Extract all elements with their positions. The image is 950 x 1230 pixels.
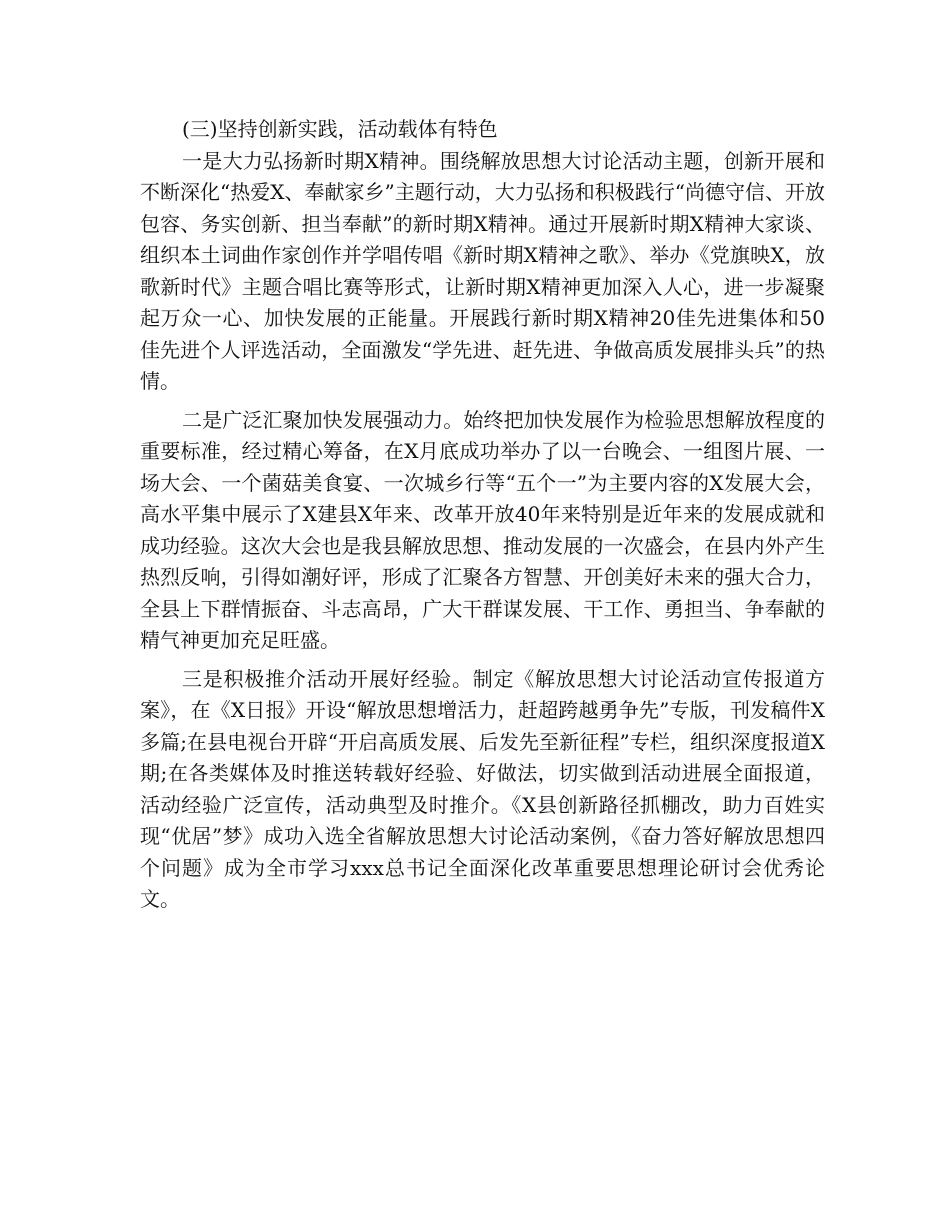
paragraph-1: 一是大力弘扬新时期X精神。围绕解放思想大讨论活动主题，创新开展和不断深化“热爱X、奉献家乡”主题行动，大力弘扬和积极践行“尚德守信、开放包容、务实创新、担当奉献”的新时期X精神。通过开展新时期X精神大家谈、组织本土词曲作家创作并学唱传唱《新时期X精神之歌》、举办《党旗映X，放歌新时代》主题合唱比赛等形式，让新时期X精神更加深入人心，进一步凝聚起万众一心、加快发展的正能量。开展践行新时期X精神20佳先进集体和50佳先进个人评选活动，全面激发“学先进、赶先进、争做高质发展排头兵”的热情。 <box>140 148 825 393</box>
document-page <box>140 114 825 916</box>
paragraph-3: 三是积极推介活动开展好经验。制定《解放思想大讨论活动宣传报道方案》，在《X日报》开设“解放思想增活力，赶超跨越勇争先”专版，刊发稿件X多篇;在县电视台开辟“开启高质发展、后发先至新征程”专栏，组织深度报道X期;在各类媒体及时推送转载好经验、好做法，切实做到活动进展全面报道，活动经验广泛宣传，活动典型及时推介。《X县创新路径抓棚改，助力百姓实现“优居”梦》成功入选全省解放思想大讨论活动案例，《奋力答好解放思想四个问题》成为全市学习xxx总书记全面深化改革重要思想理论研讨会优秀论文。 <box>140 666 825 911</box>
paragraph-2: 二是广泛汇聚加快发展强动力。始终把加快发展作为检验思想解放程度的重要标准，经过精心筹备，在X月底成功举办了以一台晚会、一组图片展、一场大会、一个菌菇美食宴、一次城乡行等“五个一”为主要内容的X发展大会，高水平集中展示了X建县X年来、改革开放40年来特别是近年来的发展成就和成功经验。这次大会也是我县解放思想、推动发展的一次盛会，在县内外产生热烈反响，引得如潮好评，形成了汇聚各方智慧、开创美好未来的强大合力，全县上下群情振奋、斗志高昂，广大干群谋发展、干工作、勇担当、争奉献的精气神更加充足旺盛。 <box>140 407 825 652</box>
section-heading: (三)坚持创新实践，活动载体有特色 <box>182 117 498 141</box>
